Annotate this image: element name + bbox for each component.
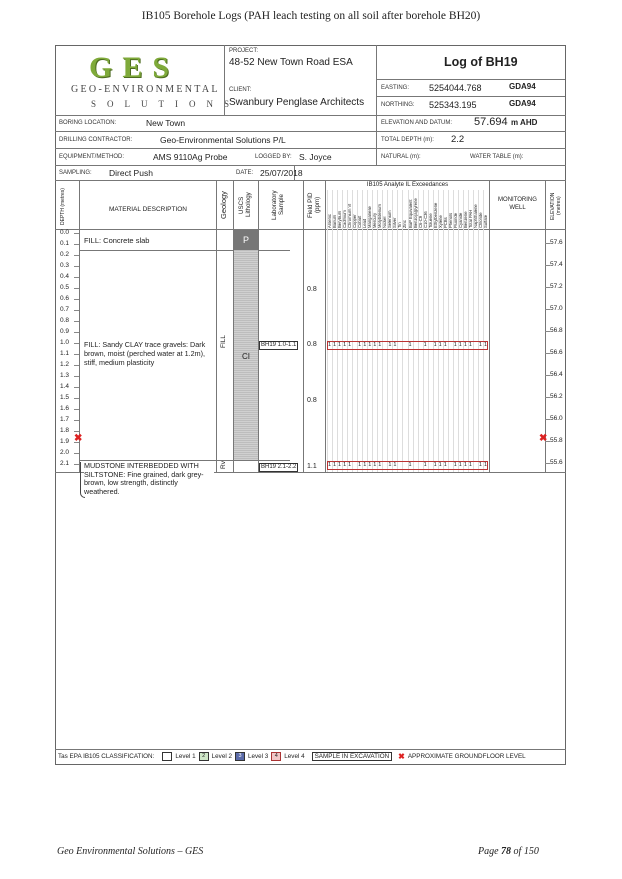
analyte-column-line [382,190,383,472]
exceedance-value: 1 [373,462,377,468]
sample-box-2: BH19 2.1-2.2 [261,464,297,470]
legend [58,752,526,761]
analyte-column-line [463,190,464,472]
analyte-column-line [478,190,479,472]
analyte-column-line [342,190,343,472]
divider [376,79,565,80]
analyte-name: Mercury [372,212,378,228]
analyte-name: Total PAH [467,209,473,228]
elevation-tick-label: 55.8 [550,437,563,445]
depth-tick [74,255,79,256]
legend-level3: Level 3 [247,753,269,760]
legend-title: Tas EPA IB105 CLASSIFICATION: [58,753,155,760]
analyte-column-line [362,190,363,472]
depth-tick [74,343,79,344]
analyte-column-line [357,190,358,472]
natural-label: NATURAL (m): [381,154,421,160]
analyte-name: Beryllium [337,210,343,228]
elevation-tick-label: 56.6 [550,349,563,357]
footer-left: Geo Environmental Solutions – GES [57,846,204,857]
exceedance-value: 1 [483,462,488,468]
northing-datum: GDA94 [509,99,536,108]
legend-groundfloor: APPROXIMATE GROUNDFLOOR LEVEL [407,753,526,760]
analyte-name: Chloride [477,212,483,228]
page-header-title: IB105 Borehole Logs (PAH leach testing on all soil after borehole BH20) [141,10,481,22]
layer-3-description: MUDSTONE INTERBEDDED WITH SILTSTONE: Fine grained, dark grey-brown, low strength, distinctly weathered. [84,462,214,496]
sampling-label: SAMPLING: [59,170,92,176]
depth-tick-label: 0.6 [60,295,70,302]
exceedance-value: 1 [363,462,367,468]
geology-fill: FILL [220,335,227,349]
client-label: CLIENT: [229,87,252,93]
exceedance-value: 1 [343,462,347,468]
analyte-name: Selenium [387,210,393,228]
exceedance-value: 1 [478,462,482,468]
geology-rv: Rv [220,461,227,469]
depth-tick [74,387,79,388]
exceedance-value: 1 [338,462,342,468]
exceedance-value: 1 [338,342,342,348]
analyte-column-line [408,190,409,472]
date: 25/07/2018 [260,168,303,178]
depth-tick-label: 1.3 [60,372,70,379]
depth-tick [74,354,79,355]
groundfloor-marker-left: ✖ [74,433,83,444]
analyte-column-line [387,190,388,472]
analyte-name: Fluoride [452,212,458,228]
divider [376,96,565,97]
analyte-name: Barium [332,214,338,228]
col-divider [79,180,80,472]
depth-tick [74,431,79,432]
exceedance-value: 1 [358,342,362,348]
exceedance-value: 1 [468,462,472,468]
legend-top-line [55,749,566,750]
elevation-tick-label: 55.6 [550,459,563,467]
elevation-tick-label: 57.6 [550,239,563,247]
footer-page-suffix: of 150 [511,846,539,857]
depth-tick-label: 0.7 [60,306,70,313]
depth-tick [74,365,79,366]
col-divider [216,180,217,472]
exceedance-value: 1 [453,462,457,468]
analyte-column-line [428,190,429,472]
legend-level4: Level 4 [284,753,305,760]
depth-tick [74,266,79,267]
equipment-label: EQUIPMENT/METHOD: [59,154,125,160]
drilling-contractor: Geo-Environmental Solutions P/L [160,135,286,145]
analyte-name: PCBs [442,217,448,228]
elevation-unit: m AHD [511,118,538,127]
analyte-column-line [423,190,424,472]
exceedance-value: 1 [463,342,467,348]
depth-tick [74,233,79,234]
analyte-column-line [392,190,393,472]
elevation-tick-label: 56.4 [550,371,563,379]
analyte-name: C6-C9 [417,215,423,228]
col-monitoring-well-header: MONITORING WELL [498,197,537,211]
depth-tick [74,464,79,465]
depth-tick-label: 1.9 [60,438,70,445]
exceedance-value: 1 [333,342,337,348]
logged-by-label: LOGGED BY: [255,154,292,160]
analyte-name: Cadmium [342,210,348,228]
exceedance-value: 1 [468,342,472,348]
col-exceedances-header: IB105 Analyte IL Exceedances [366,182,449,188]
exceedance-value: 1 [423,342,427,348]
depth-tick-label: 0.0 [60,229,70,236]
layer-boundary [79,250,290,251]
exceedance-value: 1 [393,342,397,348]
equipment: AMS 9110Ag Probe [153,152,228,162]
analyte-name: BaP Equivalent [407,199,413,228]
analyte-name: Nickel [382,216,388,228]
analyte-name: Copper [352,214,358,228]
col-divider [545,180,546,472]
analyte-name: Arsenic [327,214,332,228]
analyte-column-line [367,190,368,472]
depth-tick-label: 0.2 [60,251,70,258]
col-divider [325,180,326,472]
logo-mark: GES [89,51,180,84]
footer-page-prefix: Page [478,846,502,857]
exceedance-value: 1 [453,342,457,348]
client-name: Swanbury Penglase Architects [229,97,365,108]
analyte-column-line [453,190,454,472]
elevation-tick-label: 56.8 [550,327,563,335]
northing-value: 525343.195 [429,100,477,110]
exceedance-value: 1 [368,462,372,468]
analyte-name: Cobalt [357,215,363,228]
sample-box-1: BH19 1.0-1.1 [261,342,297,348]
depth-tick-label: 1.1 [60,350,70,357]
elevation-label: ELEVATION AND DATUM: [381,120,453,126]
exceedance-value: 1 [393,462,397,468]
depth-tick [74,453,79,454]
exceedance-value: 1 [327,462,332,468]
divider [224,45,225,115]
analyte-column-line [418,190,419,472]
legend-level1: Level 1 [175,753,196,760]
depth-tick-label: 1.7 [60,416,70,423]
depth-tick-label: 0.8 [60,317,70,324]
sample-2-pid: 1.1 [307,463,317,470]
log-title: Log of BH19 [444,55,518,69]
depth-tick-label: 1.5 [60,394,70,401]
col-uscs-header: USCS Lithology [238,192,252,218]
analyte-name: C10-C36 [422,211,428,228]
analyte-column-line [377,190,378,472]
total-depth-label: TOTAL DEPTH (m): [381,137,434,143]
logged-by: S. Joyce [299,152,332,162]
analyte-column-line [413,190,414,472]
pid-reading: 0.8 [307,286,317,293]
legend-groundfloor-icon: ✖ [398,752,405,761]
total-depth: 2.2 [451,134,465,145]
northing-label: NORTHING: [381,102,415,108]
depth-tick-label: 0.4 [60,273,70,280]
divider [376,45,377,115]
analyte-name: Lead [362,218,368,228]
depth-tick [74,310,79,311]
legend-level4-swatch: 4 [271,752,281,761]
exceedance-value: 1 [368,342,372,348]
footer-right [478,846,539,857]
col-divider [489,180,490,472]
depth-tick [74,398,79,399]
elevation-tick-label: 56.2 [550,393,563,401]
exceedance-value: 1 [348,462,352,468]
analyte-column-line [438,190,439,472]
col-material-header: MATERIAL DESCRIPTION [108,206,187,213]
easting-datum: GDA94 [509,82,536,91]
exceedance-value: 1 [433,342,437,348]
depth-tick-label: 1.8 [60,427,70,434]
depth-tick-label: 0.3 [60,262,70,269]
depth-tick [74,299,79,300]
exceedance-value: 1 [348,342,352,348]
exceedance-value: 1 [463,462,467,468]
analyte-name: Xylene [437,215,443,228]
legend-level2: Level 2 [211,753,232,760]
elevation-tick-label: 57.4 [550,261,563,269]
legend-level1-swatch [162,752,172,761]
header-bottom-line [55,229,566,230]
exceedance-value: 1 [478,342,482,348]
analyte-name: Benzene [462,211,468,228]
depth-tick-label: 0.1 [60,240,70,247]
depth-tick-label: 1.6 [60,405,70,412]
project-label: PROJECT: [229,48,259,54]
depth-tick-label: 1.0 [60,339,70,346]
depth-tick [74,244,79,245]
sampling: Direct Push [109,168,153,178]
elevation-tick-label: 57.2 [550,283,563,291]
depth-tick-label: 1.2 [60,361,70,368]
analyte-name: Silver [392,217,398,228]
exceedance-value: 1 [388,462,392,468]
col-elevation-header: ELEVATION (metres) [550,192,562,220]
elevation-value: 57.694 [474,116,508,128]
analyte-name: Ethylbenzene [432,202,438,228]
logo-line1: GEO-ENVIRONMENTAL [71,84,220,95]
exceedance-value: 1 [388,342,392,348]
col-depth-header: DEPTH (metres) [60,188,66,226]
divider [55,131,566,132]
analyte-column-line [483,190,484,472]
analyte-column-line [372,190,373,472]
analyte-column-line [443,190,444,472]
exceedance-value: 1 [483,342,488,348]
analyte-column-line [433,190,434,472]
analyte-name: Phenols [447,212,453,228]
analyte-name: Zinc [402,220,408,228]
groundfloor-marker-right: ✖ [539,433,548,444]
col-geology-header: Geology [219,191,228,219]
exceedance-value: 1 [327,342,332,348]
depth-tick [74,420,79,421]
divider [55,148,566,149]
col-lab-sample-header: Laboratory Sample [271,190,285,220]
depth-tick [74,332,79,333]
analyte-name: Naphthalene [472,204,478,228]
layer-2-description: FILL: Sandy CLAY trace gravels: Dark brown, moist (perched water at 1.2m), stiff, medium plasticity [84,340,206,367]
analyte-column-line [468,190,469,472]
divider [55,165,566,166]
depth-tick [74,277,79,278]
analyte-name: Sulfate [482,214,488,228]
col-divider [258,180,259,472]
water-table-label: WATER TABLE (m): [470,154,524,160]
analyte-column-line [473,190,474,472]
analyte-name: Benzo(a)pyrene [412,198,418,228]
exceedance-value: 1 [423,462,427,468]
analyte-name: Manganese [367,206,373,228]
layer-1-description: FILL: Concrete slab [84,236,150,245]
analyte-column-line [347,190,348,472]
exceedance-value: 1 [438,462,442,468]
exceedance-value: 1 [408,462,412,468]
analyte-column-line [332,190,333,472]
drilling-contractor-label: DRILLING CONTRACTOR: [59,137,133,143]
legend-sample: SAMPLE IN EXCAVATION [312,752,393,761]
exceedance-value: 1 [373,342,377,348]
boring-location-label: BORING LOCATION: [59,120,117,126]
depth-tick-label: 2.1 [60,460,70,467]
analyte-column-line [402,190,403,472]
depth-tick-label: 0.9 [60,328,70,335]
boring-location: New Town [146,118,186,128]
depth-tick [74,321,79,322]
analyte-column-line [458,190,459,472]
date-label: DATE: [236,170,254,176]
elevation-tick-label: 57.0 [550,305,563,313]
col-divider [303,180,304,472]
analyte-name: Molybdenum [377,204,383,228]
divider [376,115,377,165]
uscs-p: P [234,230,258,250]
easting-value: 5254044.768 [429,83,482,93]
exceedance-value: 1 [358,462,362,468]
analyte-column-line [327,190,328,472]
uscs-ci-label: CI [242,352,250,361]
depth-tick [74,288,79,289]
elevation-tick-label: 56.0 [550,415,563,423]
easting-label: EASTING: [381,85,410,91]
legend-level2-swatch: 2 [199,752,209,761]
exceedance-value: 1 [363,342,367,348]
legend-level3-swatch: 3 [235,752,245,761]
exceedance-value: 1 [378,462,382,468]
analyte-name: Toluene [427,213,433,228]
analyte-column-line [448,190,449,472]
depth-tick [74,376,79,377]
depth-tick-label: 1.4 [60,383,70,390]
sample-1-pid: 0.8 [307,341,317,348]
logo-line2: SOLUTIONS [91,99,241,109]
analyte-name: Tin [397,222,403,228]
exceedance-value: 1 [333,462,337,468]
exceedance-value: 1 [438,342,442,348]
analyte-name: Chromium VI [347,203,353,228]
exceedance-value: 1 [408,342,412,348]
layer-3-bracket [80,462,85,498]
col-pid-header: Field PID (ppm) [307,192,321,218]
depth-tick [74,409,79,410]
exceedance-value: 1 [378,342,382,348]
exceedance-value: 1 [433,462,437,468]
exceedance-value: 1 [458,462,462,468]
exceedance-value: 1 [443,462,447,468]
depth-tick-label: 0.5 [60,284,70,291]
footer-page-number: 78 [501,846,512,857]
depth-tick-label: 2.0 [60,449,70,456]
analyte-column-line [337,190,338,472]
exceedance-value: 1 [443,342,447,348]
exceedance-value: 1 [458,342,462,348]
analyte-column-line [397,190,398,472]
exceedance-value: 1 [343,342,347,348]
project-name: 48-52 New Town Road ESA [229,57,353,68]
analyte-column-line [352,190,353,472]
pid-reading: 0.8 [307,397,317,404]
analyte-name: Cyanide [457,212,463,228]
